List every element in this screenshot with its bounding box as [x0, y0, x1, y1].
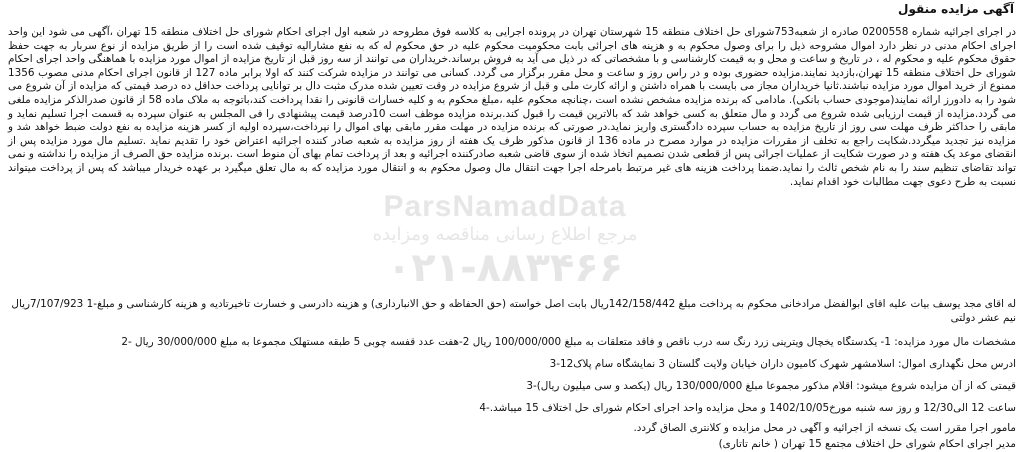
item-2-property-specs: مشخصات مال مورد مزایده: 1- یکدستگاه یخچال ویترینی زرد رنگ سه درب ناقص و فاقد متعلقات به مبلغ 100/000/000 ریال 2-هفت عدد قفسه چوبی 5 طبقه مستهلک مجموعا به مبلغ 30/000/000 ریال -2 — [121, 336, 1016, 348]
signature: مدیر اجرای احکام شورای حل اختلاف مجتمع 15 تهران ( خانم تاتاری) — [718, 438, 1016, 450]
watermark-phone: ۰۲۱-۸۸۳۴۶۶ — [386, 245, 624, 291]
watermark-brand: ParsNamadData — [383, 190, 627, 223]
item-3-storage-address: ادرس محل نگهداری اموال: اسلامشهر شهرک کامیون داران خیابان ولایت گلستان 3 نمایشگاه سام پلاک12-3 — [549, 358, 1016, 370]
item-5-date-time-place: ساعت 12 الی12/30 و روز سه شنبه مورخ1402/10/05 و محل مزایده واحد اجرای احکام شورای حل اختلاف 15 میباشد.-4 — [479, 402, 1016, 414]
item-4-starting-price: قیمتی که از آن مزایده شروع میشود: اقلام مذکور مجموعا مبلغ 130/000/000 ریال (یکصد و سی میلیون ریال)-3 — [526, 380, 1016, 392]
item-1-judgment: له اقای مجد یوسف بیات علیه اقای ابوالفضل مرادخانی محکوم به پرداخت مبلغ 142/158/442ریال بابت اصل خواسته (حق الحفاظه و حق الانبارداری) و هزینه دادرسی و خسارت تاخیرتادیه و هزینه کارشناسی و مبلغ-1 7/107/923ریال نیم عشر دولتی — [11, 298, 1016, 324]
watermark-subtitle: مرجع اطلاع رسانی مناقصه ومزایده — [372, 224, 638, 245]
item-6-posting-instruction: مامور اجرا مقرر است یک نسخه از اجرائیه و آگهی در محل مزایده و کلانتری الصاق گردد. — [633, 422, 1016, 434]
notice-title: آگهی مزایده منقول — [898, 2, 1014, 16]
notice-body: در اجرای اجرائیه شماره 0200558 صادره از شعبه753شورای حل اختلاف منطقه 15 شهرستان تهران در پرونده اجرایی به کلاسه فوق مطروحه در شعبه اول اجرای احکام شورای حل اختلاف منطقه 15 تهران ،آگهی می شود این واحد اجرای احکام مدنی در نظر دارد اموال مشروحه ذیل را برای وصول محکوم به و هزینه های اجرائی بابت محکومیت محکوم علیه در حق محکوم له که به نفع مشارالیه توقیف شده است را از طریق مزایده از نوع سربار به جهت حفظ حقوق محکوم علیه و محکوم له ، در تاریخ و ساعت و محل و به قیمت کارشناسی و با مشخصاتی که در ذیل می آید به فروش برساند.خریداران می توانند از سه روز قبل از تاریخ مزایده از اموال مورد مزایده با هماهنگی واحد اجرای احکام شورای حل اختلاف منطقه 15 تهران،بازدید نمایند.مزایده حضوری بوده و در راس روز و ساعت و محل مقرر برگزار می گردد. کسانی می توانند در مزایده شرکت کنند که اولا برابر ماده 127 از قانون اجرای احکام مدنی مصوب 1356 ممنوع از خرید اموال مورد مزایده نباشند.ثانیا خریداران مجاز می بایست با همراه داشتن و ارائه کارت ملی و قبل از شروع مزایده در وقت تعیین شده مدرک مثبت دال بر توانایی پرداخت حداقل ده درصد قیمتی که مزایده از آن شروع می شود را به دادورز ارائه نمایند(موجودی حساب بانکی). مادامی که برنده مزایده مشخص نشده است ،چنانچه محکوم علیه ،مبلغ محکوم به و کلیه خسارات قانونی را نقدا پرداخت کند،باتوجه به ملاک ماده 58 از قانون صدرالذکر مزایده ملغی می گردد.مزایده از قیمت ارزیابی شده شروع می گردد و مال متعلق به کسی خواهد شد که بالاترین قیمت را قبول کند.برنده مزایده موظف است 10درصد قیمت پیشنهادی را فی المجلس به عنوان سپرده به قسمت اجرا تسلیم نماید و مابقی را حداکثر ظرف مهلت سی روز از تاریخ مزایده به حساب سپرده دادگستری واریز نماید.در صورتی که برنده مزایده در مهلت مقرر مابقی بهای اموال را نپرداخت،سپرده اولیه از کسر هزینه مزایده به نفع دولت ضبط خواهد شد و مزایده نیز تجدید میگردد.شکایت راجع به تخلف از مقررات مزایده در موارد مصرح در ماده 136 از قانون مذکور ظرف یک هفته از روز مزایده به شعبه صادر کننده اجرائیه اعتراض خود را تقدیم نماید .تسلیم مال مورد مزایده پس از انقضای موعد یک هفته و در صورت شکایت از عملیات اجرائی پس از قطعی شدن تصمیم اتخاذ شده از سوی قاضی شعبه صادرکننده اجرائیه و بعد از پرداخت تمام بهای آن منوط است .برنده مزایده حق الصرف از مزایده را نداشته و نمی تواند تقاضای تنظیم سند را به نام شخص ثالث را نماید.ضمنا پرداخت هزینه های غیر مرتبط بامرحله اجرا جهت انتقال مال وصول محکوم به و انتقال مورد مزایده که به مال تعلق میگیرد بر عهده خریدار میباشد که پس از پرداخت میتواند نسبت به طرح دعوی جهت مطالبات خود اقدام نماید. — [8, 26, 1017, 188]
watermark — [340, 190, 670, 291]
